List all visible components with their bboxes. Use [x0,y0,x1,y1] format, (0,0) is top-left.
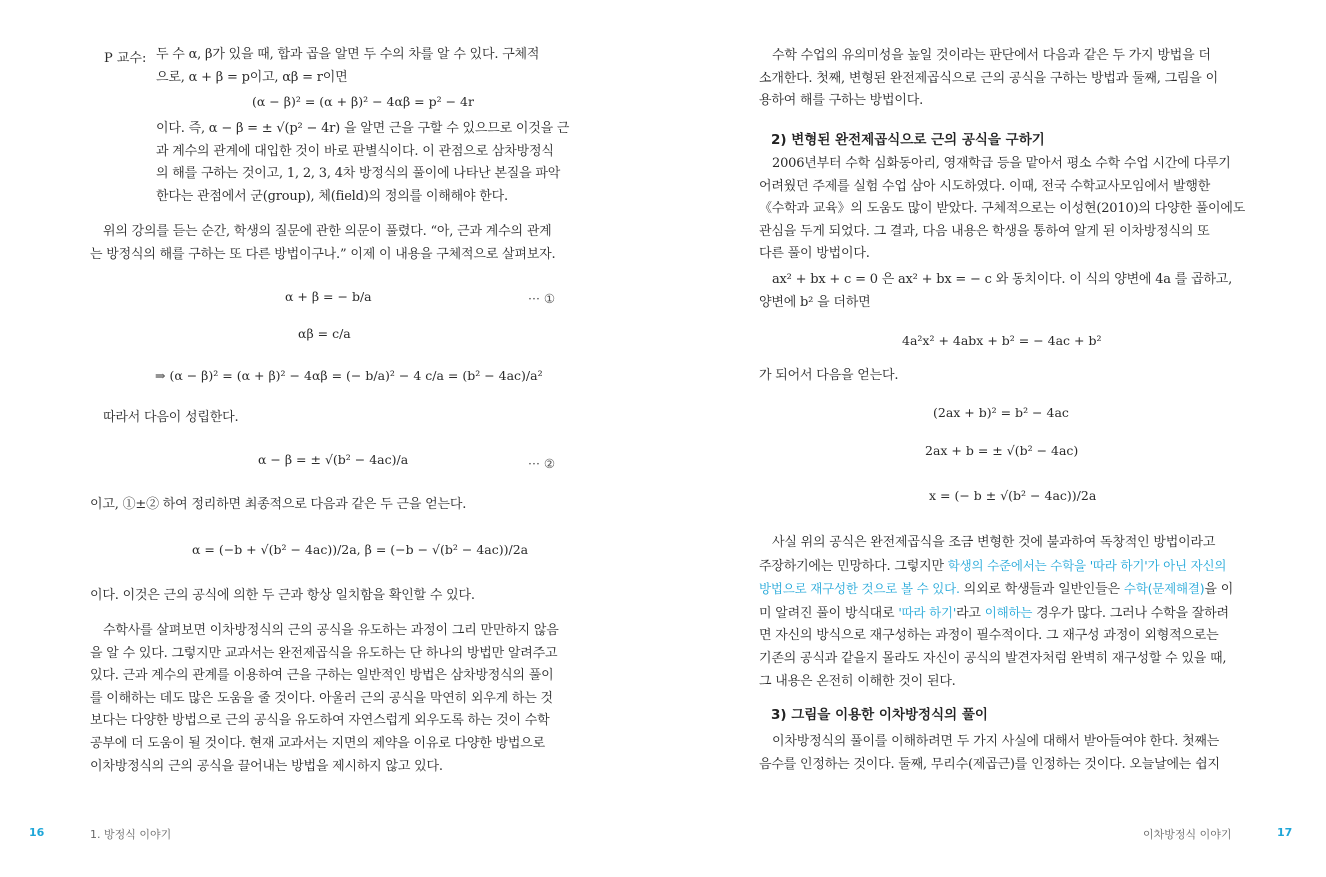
highlight-phrase: 방법으로 재구성한 것으로 볼 수 있다. [759,581,960,597]
section-heading-3: 3) 그림을 이용한 이차방정식의 풀이 [771,707,988,723]
equation-difference-squared: ⇒ (α − β)² = (α + β)² − 4αβ = (− b/a)² − 4 c/a = (b² − 4ac)/a² [155,368,543,383]
professor-label: P 교수: [104,51,147,66]
paragraph-history: 수학사를 살펴보면 이차방정식의 근의 공식을 유도하는 과정이 그리 만만하지 않음 을 알 수 있다. 그렇지만 교과서는 완전제곱식을 유도하는 단 하나의 방법만 알려주고 있다. 근과 계수의 관계를 이용하여 근을 구하는 일반적인 방법은 삼차방정식의 풀이 를 이해하는 데도 많은 도움을 줄 것이다. 아울러 근의 공식을 막연히 외우게 하는 것 보다는 다양한 방법으로 근의 공식을 유도하여 자연스럽게 외우도록 하는 것이 수학 공부에 더 도움이 될 것이다. 현재 교과서는 지면의 제약을 이유로 다양한 방법으로 이차방정식의 근의 공식을 끌어내는 방법을 제시하지 않고 있다. [90,623,559,774]
highlight-phrase: '따라 하기' [898,604,957,620]
running-head-right: 이차방정식 이야기 [1143,828,1232,841]
equation-sum-of-roots: α + β = − b/a [285,289,372,304]
paragraph-lecture: 위의 강의를 듣는 순간, 학생의 질문에 관한 의문이 풀렸다. “아, 근과 계수의 관계 는 방정식의 해를 구하는 또 다른 방법이구나.” 이제 이 내용을 구체적으로 살펴보자. [90,224,556,262]
paragraph-intro: 수학 수업의 유의미성을 높일 것이라는 판단에서 다음과 같은 두 가지 방법을 더 소개한다. 첫째, 변형된 완전제곱식으로 근의 공식을 구하는 방법과 둘째, 그림을 이 용하여 해를 구하는 방법이다. [759,48,1218,109]
paragraph-picture-method: 이차방정식의 풀이를 이해하려면 두 가지 사실에 대해서 받아들여야 한다. 첫째는 음수를 인정하는 것이다. 둘째, 무리수(제곱근)를 인정하는 것이다. 오늘날에는 쉽지 [759,734,1220,772]
page-number-left: 16 [29,826,45,839]
paragraph-combine: 이고, ①±② 하여 정리하면 최종적으로 다음과 같은 두 근을 얻는다. [90,497,467,512]
paragraph-equivalence: ax² + bx + c = 0 은 ax² + bx = − c 와 동치이다. 이 식의 양변에 4a 를 곱하고, 양변에 b² 을 더하면 [759,272,1233,310]
professor-quote-continued: 이다. 즉, α − β = ± √(p² − 4r) 을 알면 근을 구할 수 있으므로 이것을 근 과 계수의 관계에 대입한 것이 바로 판별식이다. 이 관점으로 삼차방정식 의 해를 구하는 것이고, 1, 2, 3, 4차 방정식의 풀이에 나타난 본질을 파악 한다는 관점에서 군(group), 체(field)의 정의를 이해해야 한다. [156,121,570,204]
right-page [663,0,1326,877]
professor-equation: (α − β)² = (α + β)² − 4αβ = p² − 4r [252,94,474,109]
page-number-right: 17 [1277,826,1293,839]
paragraph-experiment: 2006년부터 수학 심화동아리, 영재학급 등을 맡아서 평소 수학 수업 시간에 다루기 어려웠던 주제를 실험 수업 삼아 시도하였다. 이때, 전국 수학교사모임에서 발행한 《수학과 교육》의 도움도 많이 받았다. 구체적으로는 이성현(2010)의 다양한 풀이에도 관심을 두게 되었다. 그 결과, 다음 내용은 학생을 통하여 알게 된 이차방정식의 또 다른 풀이 방법이다. [759,156,1246,262]
equation-product-of-roots: αβ = c/a [298,326,351,341]
equation-number-1: ··· ① [528,291,556,306]
paragraph-confirm: 이다. 이것은 근의 공식에 의한 두 근과 항상 일치함을 확인할 수 있다. [90,588,475,603]
paragraph-therefore: 따라서 다음이 성립한다. [103,410,239,425]
equation-quadratic-formula: x = (− b ± √(b² − 4ac))/2a [929,488,1097,503]
paragraph-result: 가 되어서 다음을 얻는다. [759,368,899,383]
section-heading-2: 2) 변형된 완전제곱식으로 근의 공식을 구하기 [771,132,1045,148]
equation-expanded: 4a²x² + 4abx + b² = − 4ac + b² [902,333,1102,348]
running-head-left: 1. 방정식 이야기 [90,828,172,841]
equation-completed-square: (2ax + b)² = b² − 4ac [933,405,1069,420]
professor-quote: 두 수 α, β가 있을 때, 합과 곱을 알면 두 수의 차를 알 수 있다. 구체적 으로, α + β = p이고, αβ = r이면 [156,47,540,85]
highlight-phrase: 이해하는 [984,604,1033,620]
equation-linear-root: 2ax + b = ± √(b² − 4ac) [925,443,1079,458]
highlight-phrase: 학생의 수준에서는 수학을 '따라 하기'가 아닌 자신의 [947,557,1227,573]
equation-two-roots: α = (−b + √(b² − 4ac))/2a, β = (−b − √(b² − 4ac))/2a [192,542,529,557]
equation-number-2: ··· ② [528,456,556,471]
equation-difference-of-roots: α − β = ± √(b² − 4ac)/a [258,452,409,467]
highlight-phrase: 수학(문제해결) [1123,581,1205,597]
paragraph-reconstruct: 사실 위의 공식은 완전제곱식을 조금 변형한 것에 불과하여 독창적인 방법이라고 주장하기에는 민망하다. 그렇지만 학생의 수준에서는 수학을 '따라 하기'가 아닌 자신의 방법으로 재구성한 것으로 볼 수 있다. 의외로 학생들과 일반인들은 수학(문제해결)을 이 미 알려진 풀이 방식대로 '따라 하기'라고 이해하는 경우가 많다. 그러나 수학을 잘하려 면 자신의 방식으로 재구성하는 과정이 필수적이다. 그 재구성 과정이 외형적으로는 기존의 공식과 같을지 몰라도 자신이 공식의 발견자처럼 완벽히 재구성할 수 있을 때, 그 내용은 온전히 이해한 것이 된다. [759,535,1234,689]
